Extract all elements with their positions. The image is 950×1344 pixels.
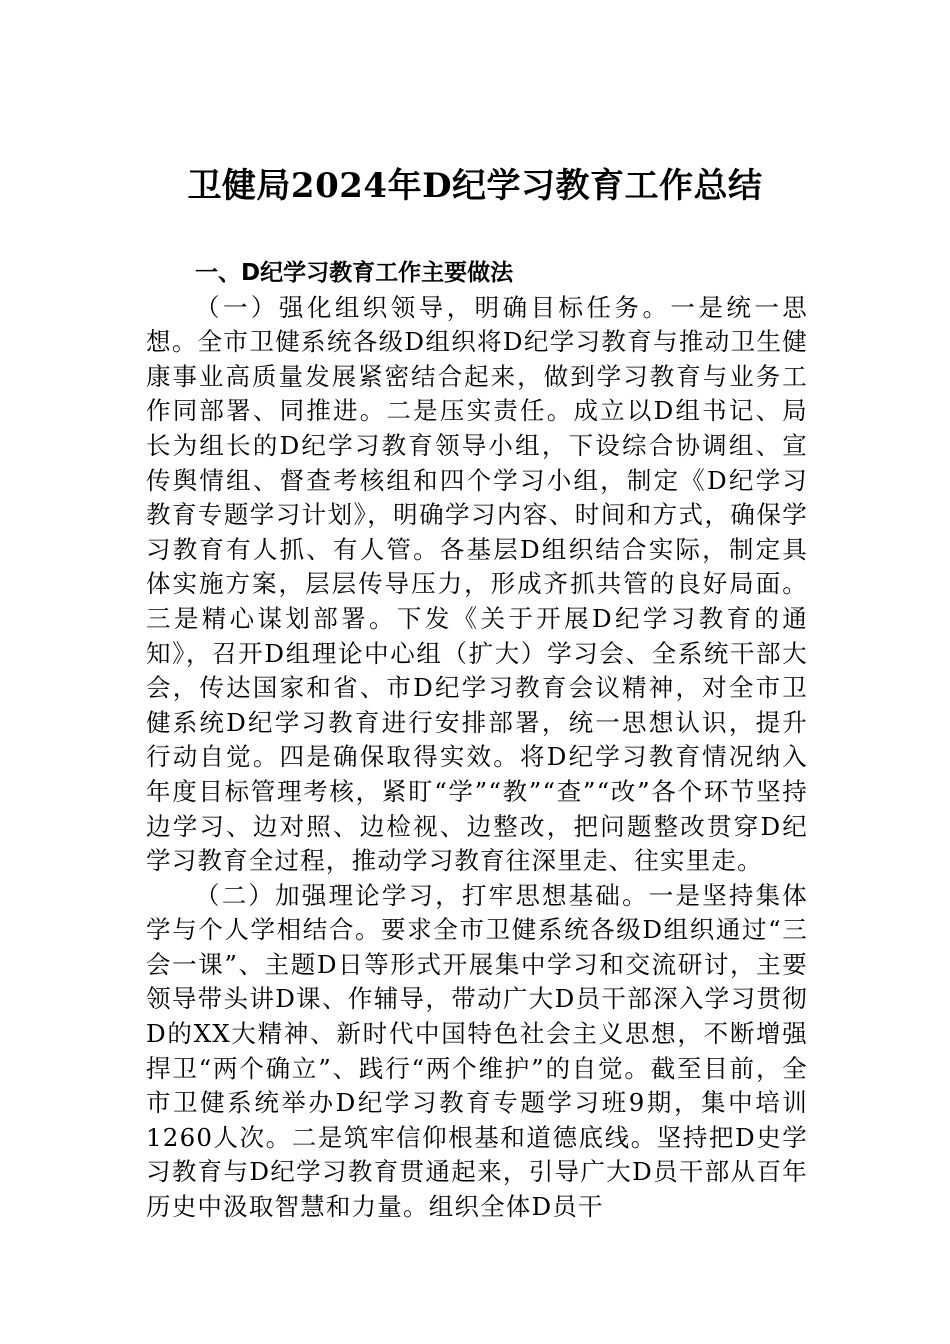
- document-body: [146, 256, 808, 1225]
- paragraph-1: （一）强化组织领导，明确目标任务。一是统一思想。全市卫健系统各级D组织将D纪学习教育与推动卫生健康事业高质量发展紧密结合起来，做到学习教育与业务工作同部署、同推进。二是压实责任。成立以D组书记、局长为组长的D纪学习教育领导小组，下设综合协调组、宣传舆情组、督查考核组和四个学习小组，制定《D纪学习教育专题学习计划》，明确学习内容、时间和方式，确保学习教育有人抓、有人管。各基层D组织结合实际，制定具体实施方案，层层传导压力，形成齐抓共管的良好局面。三是精心谋划部署。下发《关于开展D纪学习教育的通知》，召开D组理论中心组（扩大）学习会、全系统干部大会，传达国家和省、市D纪学习教育会议精神，对全市卫健系统D纪学习教育进行安排部署，统一思想认识，提升行动自觉。四是确保取得实效。将D纪学习教育情况纳入年度目标管理考核，紧盯“学”“教”“查”“改”各个环节坚持边学习、边对照、边检视、边整改，把问题整改贯穿D纪学习教育全过程，推动学习教育往深里走、往实里走。: [146, 292, 808, 876]
- section-heading: 一、D纪学习教育工作主要做法: [195, 260, 514, 286]
- document-title: 卫健局2024年D纪学习教育工作总结: [187, 166, 763, 206]
- paragraph-2: （二）加强理论学习，打牢思想基础。一是坚持集体学与个人学相结合。要求全市卫健系统各级D组织通过“三会一课”、主题D日等形式开展集中学习和交流研讨，主要领导带头讲D课、作辅导，带动广大D员干部深入学习贯彻D的XX大精神、新时代中国特色社会主义思想，不断增强捍卫“两个确立”、践行“两个维护”的自觉。截至目前，全市卫健系统举办D纪学习教育专题学习班9期，集中培训1260人次。二是筑牢信仰根基和道德底线。坚持把D史学习教育与D纪学习教育贯通起来，引导广大D员干部从百年历史中汲取智慧和力量。组织全体D员干: [146, 880, 808, 1222]
